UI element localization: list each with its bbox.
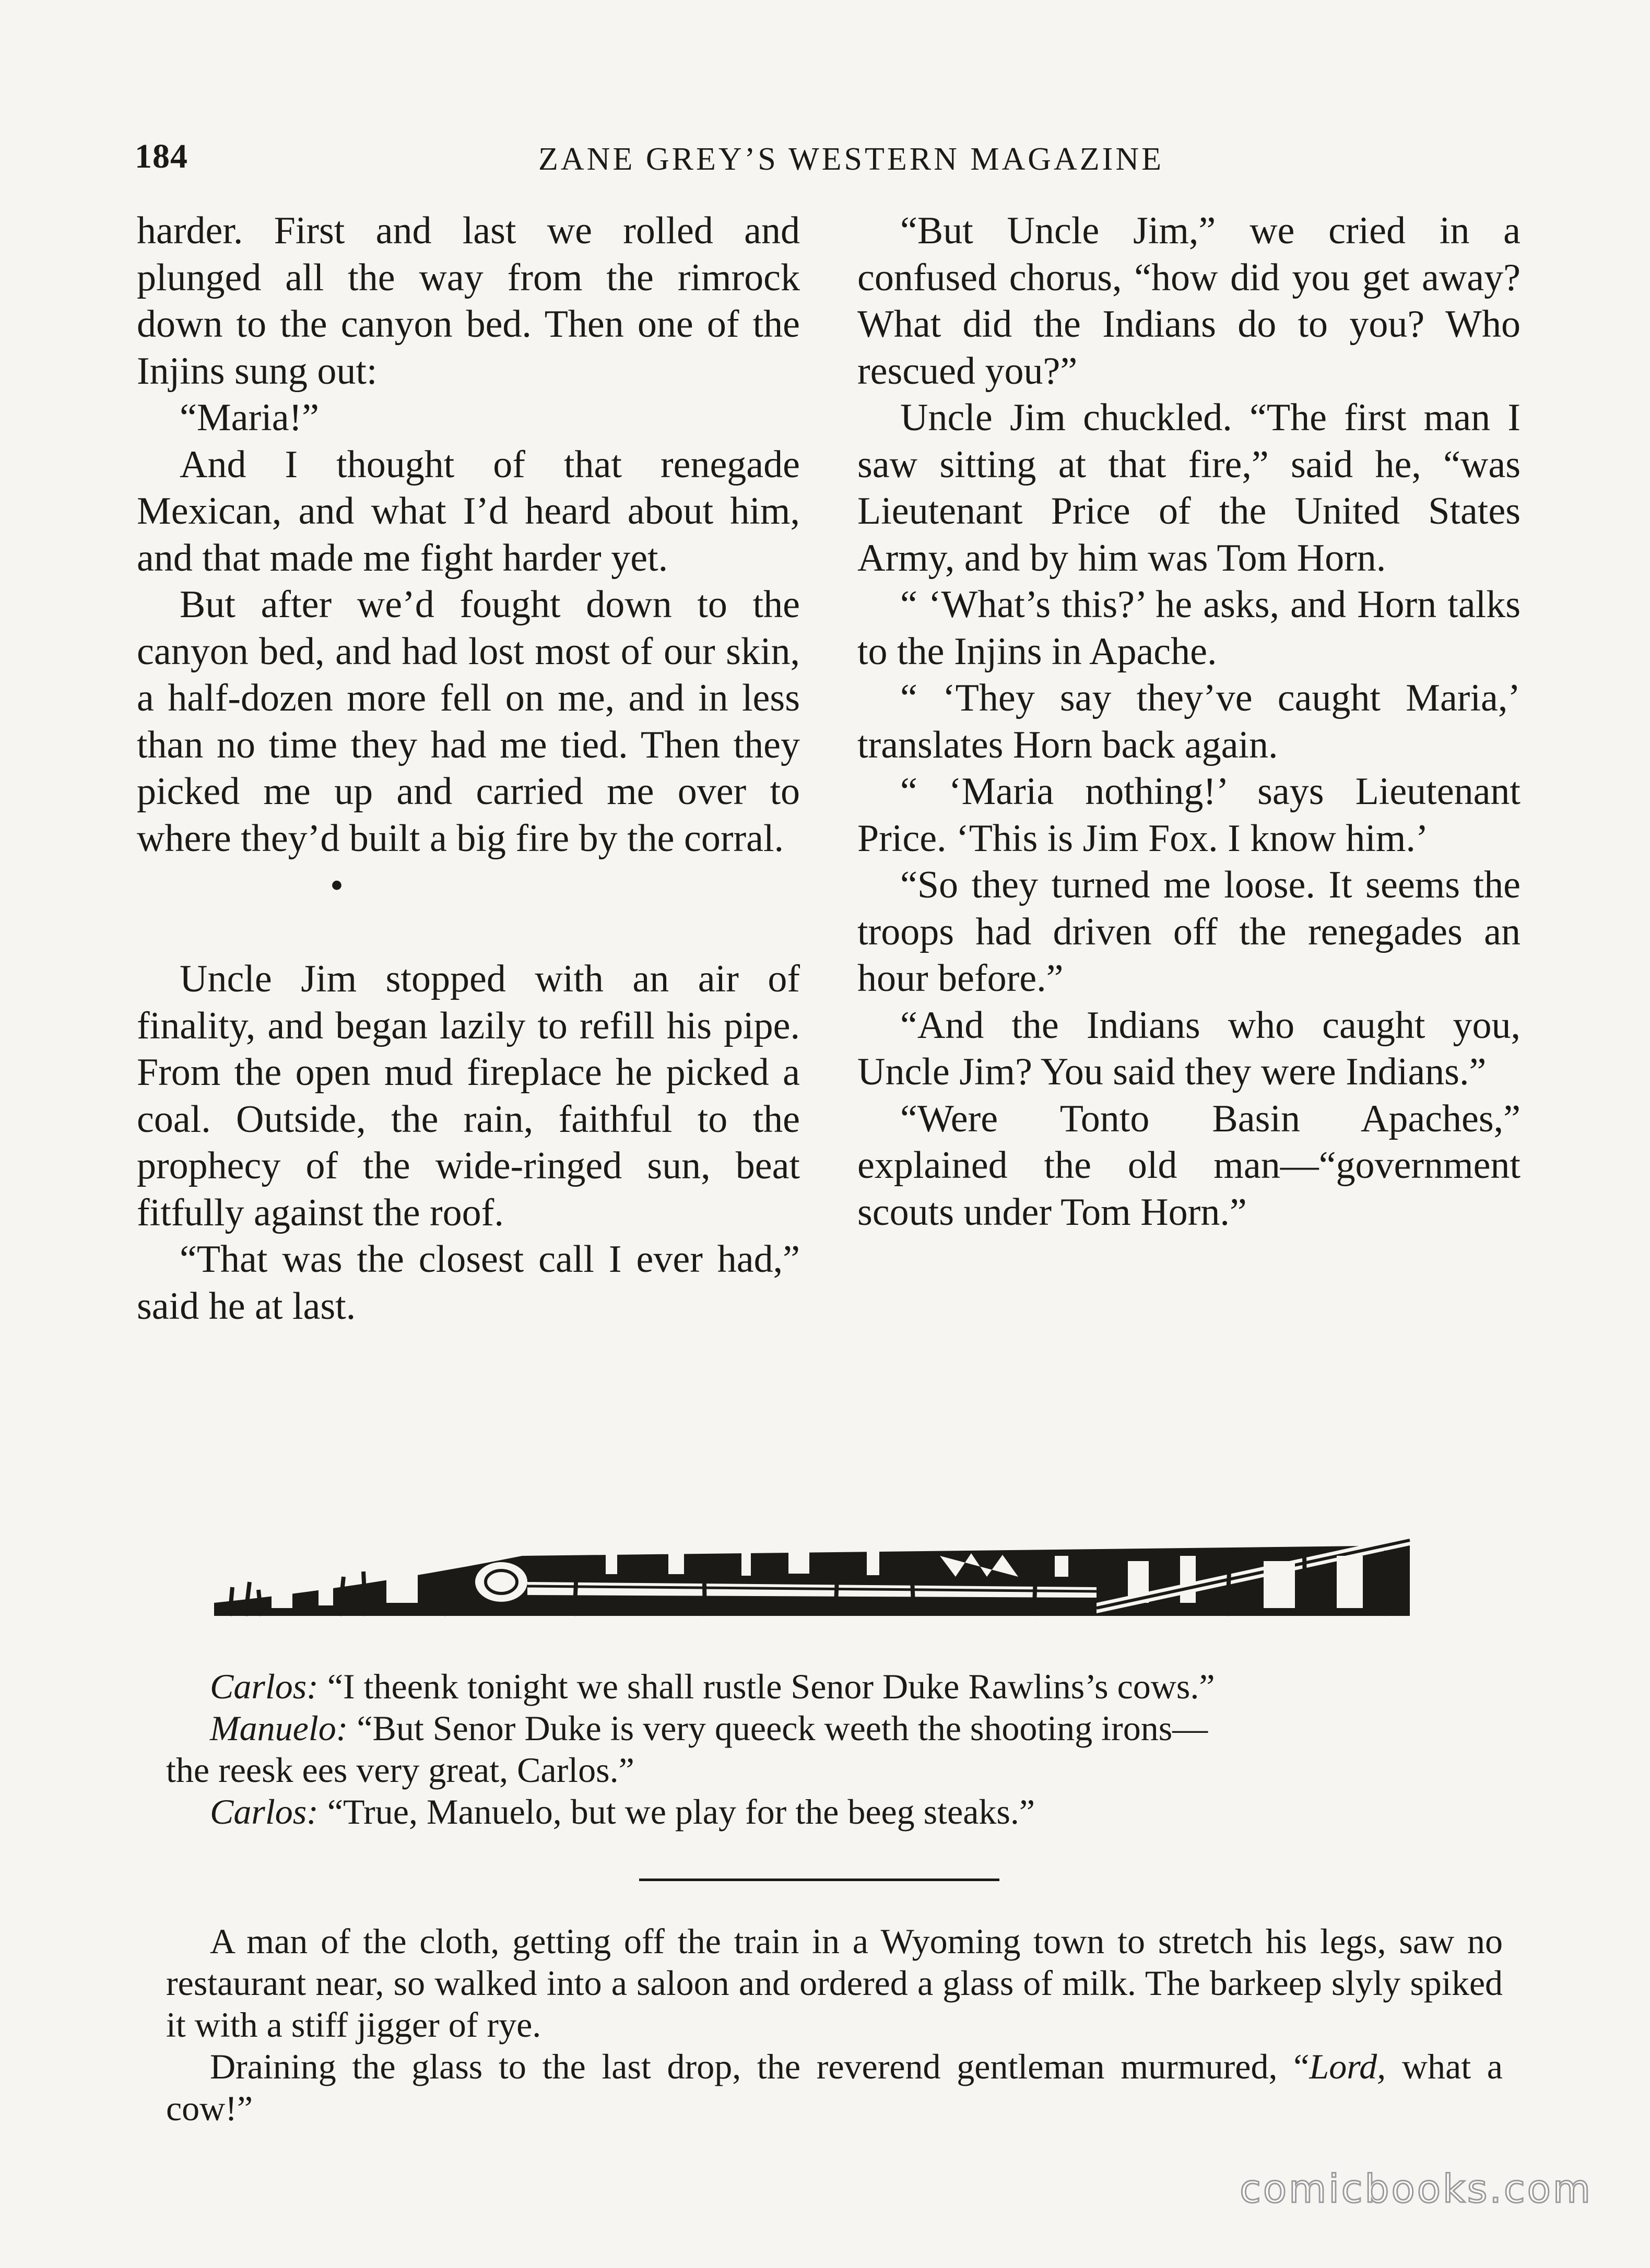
dialogue-text: “I theenk tonight we shall rustle Senor Duke Rawlins’s cows.”: [318, 1667, 1215, 1706]
dialogue-line: [166, 1665, 1503, 1707]
paragraph: “Maria!”: [180, 396, 320, 439]
dialogue-line: [166, 1791, 1503, 1833]
dialogue-text: “But Senor Duke is very queeck weeth the shooting irons—: [348, 1708, 1208, 1748]
dialogue-text: the reesk ees very great, Carlos.”: [166, 1750, 634, 1790]
paragraph: “And the Indians who caught you, Uncle Jim? You said they were Indians.”: [857, 1003, 1521, 1093]
paragraph: And I thought of that renegade Mexican, and what I’d heard about him, and that made me fight harder yet.: [137, 443, 800, 580]
paragraph: “ ‘Maria nothing!’ says Lieutenant Price. ‘This is Jim Fox. I know him.’: [857, 770, 1521, 860]
dialogue-line: [166, 1707, 1503, 1749]
right-column: [857, 208, 1521, 1236]
paragraph: “That was the closest call I ever had,” said he at last.: [137, 1238, 800, 1328]
paragraph: “ ‘They say they’ve caught Maria,’ translates Horn back again.: [857, 677, 1521, 766]
paragraph: Uncle Jim stopped with an air of finality, and began lazily to refill his pipe. From the open mud fireplace he picked a coal. Outside, the rain, faithful to the prophecy of the wide-ringed sun, beat fitfully against the roof.: [137, 958, 800, 1234]
page-number: 184: [135, 137, 188, 175]
paragraph: But after we’d fought down to the canyon bed, and had lost most of our skin, a half-dozen more fell on me, and in less than no time they had me tied. Then they picked me up and carried me over to where they’d built a big fire by the corral.: [137, 583, 800, 860]
story-text: Draining the glass to the last drop, the reverend gentleman murmured, “: [210, 2047, 1310, 2086]
speaker-name: Carlos:: [210, 1667, 319, 1706]
speaker-name: Carlos:: [210, 1792, 319, 1832]
dialogue-line: [166, 1749, 1503, 1791]
dialogue-text: “True, Manuelo, but we play for the beeg steaks.”: [318, 1792, 1035, 1832]
anecdote-dialogue: [166, 1665, 1503, 1833]
section-break: •: [330, 864, 344, 907]
speaker-name: Manuelo:: [210, 1708, 348, 1748]
paragraph: [166, 2046, 1503, 2129]
paragraph: “But Uncle Jim,” we cried in a confused chorus, “how did you get away? What did the Indians do to you? Who rescued you?”: [857, 209, 1521, 393]
paragraph: Uncle Jim chuckled. “The first man I saw sitting at that fire,” said he, “was Lieutenant Price of the United States Army, and by him was Tom Horn.: [857, 396, 1521, 580]
paragraph: “ ‘What’s this?’ he asks, and Horn talks to the Injins in Apache.: [857, 583, 1521, 673]
watermark: comicbooks.com: [1240, 2167, 1593, 2212]
emphasis-text: Lord,: [1309, 2047, 1386, 2086]
story-text: what a cow!”: [166, 2047, 1503, 2128]
running-head: ZANE GREY’S WESTERN MAGAZINE: [538, 141, 1164, 177]
paragraph: harder. First and last we rolled and plunged all the way from the rimrock down to the canyon bed. Then one of the Injins sung out:: [137, 209, 800, 393]
short-story: [166, 1920, 1503, 2129]
paragraph: A man of the cloth, getting off the train in a Wyoming town to stretch his legs, saw no restaurant near, so walked into a saloon and ordered a glass of milk. The barkeep slyly spiked it with a stiff jigger of rye.: [166, 1921, 1503, 2045]
woodcut-vignette: [209, 1525, 1415, 1620]
paragraph: “So they turned me loose. It seems the troops had driven off the renegades an hour before.”: [857, 864, 1521, 1000]
divider-rule: [639, 1879, 999, 1881]
paragraph: “Were Tonto Basin Apaches,” explained the old man—“government scouts under Tom Horn.”: [857, 1097, 1521, 1234]
left-column: [137, 208, 800, 1330]
